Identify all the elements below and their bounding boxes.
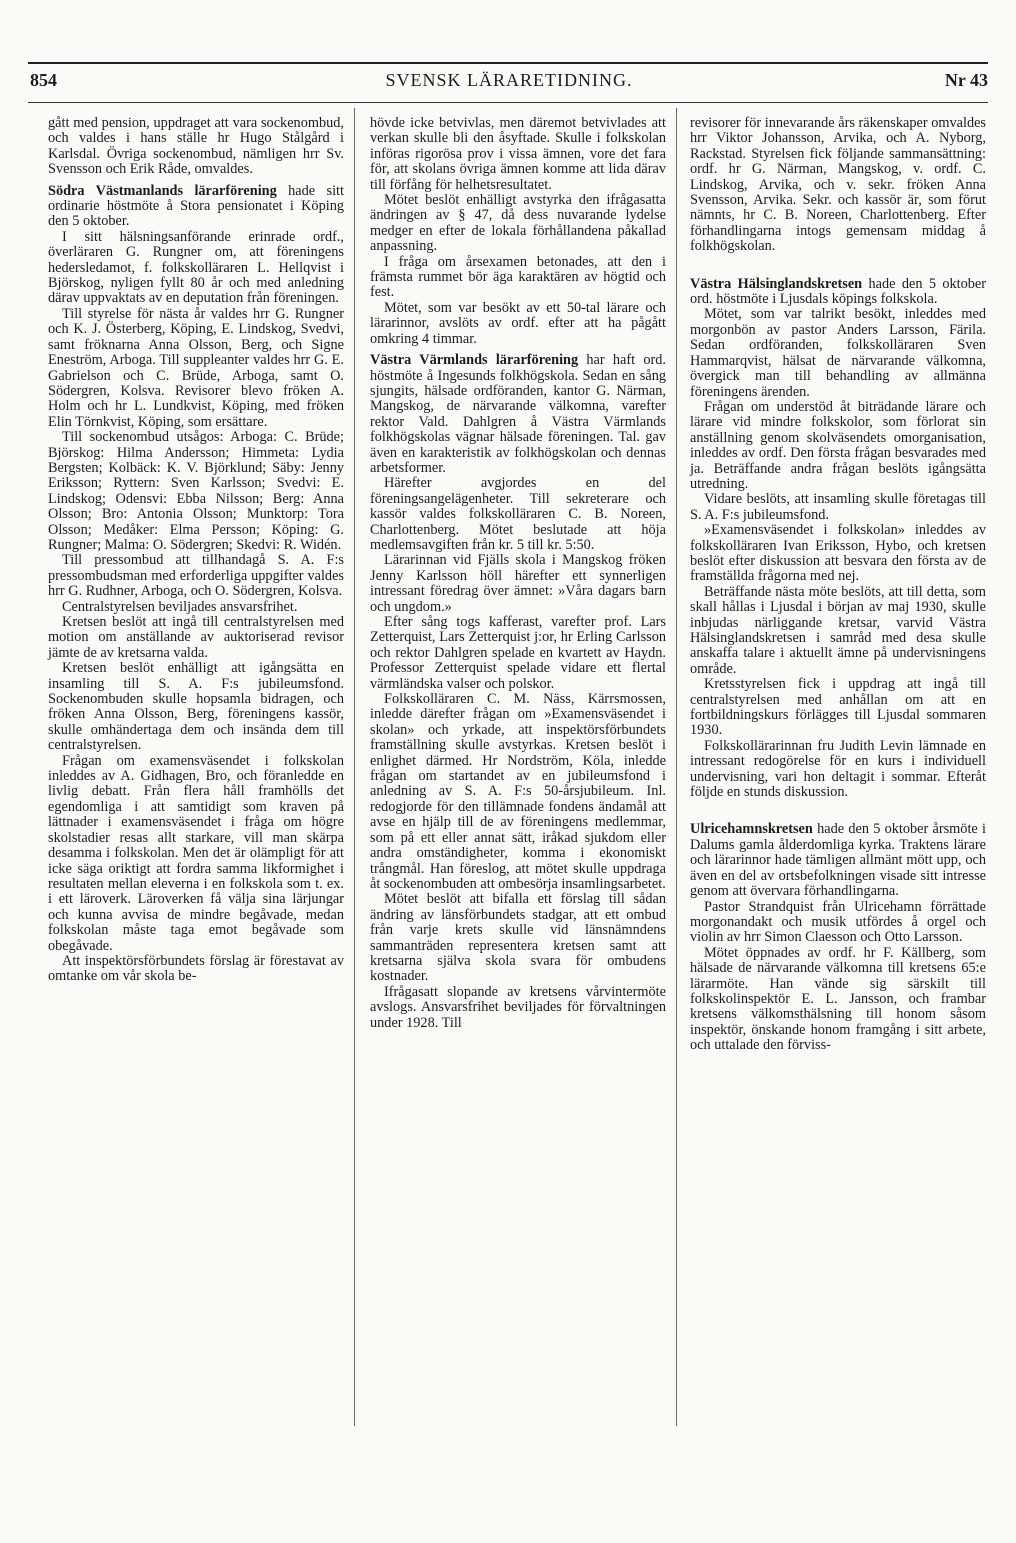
paragraph (690, 822, 986, 899)
paragraph-text: hade sitt ordinarie höstmöte å Stora pensionatet i Köping den 5 oktober. (48, 182, 344, 230)
paragraph (48, 307, 344, 430)
header-rule (28, 102, 988, 103)
paragraph (690, 307, 986, 399)
paragraph (48, 615, 344, 661)
paragraph-text: Kretsen beslöt enhälligt att igångsätta en insamling till S. A. F:s jubileumsfond. Sockenombuden skulle hopsamla bidragen, och fröken Anna Olsson, Berg, föreningens kassör, skulle omhändertaga dem och insända dem till centralstyrelsen. (48, 660, 344, 754)
paragraph-text: Mötet, som var talrikt besökt, inleddes med morgonbön av pastor Anders Larsson, Färila. Sedan ordföranden, folkskolläraren Sven Hammarqvist, hälsat de närvarande välkomna, övergick man till behandling av allmänna föreningens ärenden. (690, 306, 986, 400)
paragraph (370, 116, 666, 193)
column-3 (690, 116, 986, 1054)
paragraph (370, 476, 666, 553)
paragraph (370, 553, 666, 615)
paragraph-text: revisorer för innevarande års räkenskaper omvaldes hrr Viktor Johansson, Arvika, och A. Nyborg, Rackstad. Styrelsen fick följande sammansättning: ordf. hr G. Närman, Mangskog, v. ordf. C. Lindskog, Arvika, och v. sekr. fröken Anna Svensson, Arvika. Sekr. och kassör är, som förut nämnts, hr C. B. Noreen, Charlottenberg. Efter förhandlingarna intogs gemensam middag å folkhögskolan. (690, 115, 986, 255)
paragraph (370, 353, 666, 476)
paragraph-text: Frågan om understöd åt biträdande lärare och lärare vid mindre folkskolor, som förlorat sin anställning genom skolväsendets omorganisation, inleddes av ordf. Den första frågan besvarades med ja. Beträffande andra frågan beslöts igångsätta utredning. (690, 398, 986, 492)
paragraph (690, 739, 986, 801)
paragraph (48, 184, 344, 230)
paragraph-text: Att inspektörsförbundets förslag är förestavat av omtanke om vår skola be- (48, 952, 344, 985)
paragraph-text: hade den 5 oktober årsmöte i Dalums gamla ålderdomliga kyrka. Traktens lärare och lärarinnor hade tämligen allmänt mött upp, och även en del av ortsbefolkningen visade sitt intresse genom att övervara förhandlingarna. (690, 821, 986, 900)
paragraph-text: Frågan om examensväsendet i folkskolan inleddes av A. Gidhagen, Bro, och föranledde en livlig debatt. Från flera håll framhölls det egendomliga i att samtidigt som kraven på lättnader i examensväsendet i fråga om högre skolstadier resas allt starkare, vill man skärpa desamma i folkskolan. Men det är olämpligt för att icke säga oriktigt att fordra samma likformighet i resultaten mellan eleverna i en folkskola som t. ex. i ett läroverk. Läroverken få välja sina lärjungar och kunna avvisa de mindre begåvade, medan folkskolan måste taga emot begåvade som obegåvade. (48, 752, 344, 954)
paragraph (370, 193, 666, 255)
paragraph-text: Efter sång togs kafferast, varefter prof. Lars Zetterquist, Lars Zetterquist j:or, hr Erling Carlsson och rektor Dahlgren spelade en kvartett av Haydn. Professor Zetterquist spelade vidare ett flertal värmländska valser och polskor. (370, 614, 666, 692)
paragraph (48, 661, 344, 753)
section-heading: Södra Västmanlands lärarförening (48, 182, 277, 199)
paragraph (48, 754, 344, 954)
paragraph-text: hade den 5 oktober ord. höstmöte i Ljusdals köpings folkskola. (690, 275, 986, 308)
paragraph-text: Till sockenombud utsågos: Arboga: C. Brüde; Björskog: Hilma Andersson; Himmeta: Lydia Bergsten; Kolbäck: K. V. Björklund; Säby: Jenny Eriksson; Ryttern: Sven Karlsson; Svedvi: E. Lindskog; Odensvi: Ebba Nilsson; Berg: Anna Olsson; Bro: Antonia Olsson; Munktorp: Tora Olsson; Medåker: Elma Persson; Köping: G. Rungner; Malma: O. Södergren; Skedvi: R. Widén. (48, 429, 344, 553)
paragraph (370, 985, 666, 1031)
paragraph-text: Centralstyrelsen beviljades ansvarsfrihet. (62, 598, 298, 615)
paragraph (690, 277, 986, 308)
paragraph-text: Ifrågasatt slopande av kretsens vårvintermöte avslogs. Ansvarsfrihet beviljades för förvaltningen under 1928. Till (370, 983, 666, 1031)
paragraph (48, 430, 344, 553)
paragraph-text: Härefter avgjordes en del föreningsangelägenheter. Till sekreterare och kassör valdes folkskolläraren C. B. Noreen, Charlottenberg. Mötet beslutade att höja medlemsavgiften från kr. 5 till kr. 5:50. (370, 475, 666, 553)
paragraph (690, 492, 986, 523)
paragraph (48, 230, 344, 307)
journal-title: SVENSK LÄRARETIDNING. (385, 70, 633, 90)
column-1 (48, 116, 344, 985)
paragraph (690, 585, 986, 677)
paragraph (48, 116, 344, 178)
paragraph-text: Mötet öppnades av ordf. hr F. Källberg, som hälsade de närvarande välkomna till kretsens 65:e lärarmöte. Han vände sig särskilt till folkskolinspektör E. L. Jansson, och frambar kretsens välkomsthälsning till honom såsom inspektör, önskande honom framgång i sitt arbete, och uttalade den förviss- (690, 944, 986, 1054)
paragraph-text: I fråga om årsexamen betonades, att den i främsta rummet bör äga karaktären av högtid och fest. (370, 253, 666, 301)
column-divider (354, 108, 355, 1426)
paragraph-text: hövde icke betvivlas, men däremot betvivlades att verkan skulle bli den åsyftade. Skulle i folkskolan införas rigorösa prov i vissa ämnen, vore det fara för, att skolans övriga ämnen komme att lida därav till förfång för helhetsresultatet. (370, 115, 666, 193)
paragraph (48, 954, 344, 985)
paragraph-text: »Examensväsendet i folkskolan» inleddes av folkskolläraren Ivan Eriksson, Hybo, och kretsen beslöt efter diskussion att besvara den första av de framställda frågorna med nej. (690, 522, 986, 585)
paragraph-text: I sitt hälsningsanförande erinrade ordf., överläraren G. Rungner om, att föreningens hedersledamot, f. folkskolläraren L. Hellqvist i Björskog, nyligen fyllt 80 år och med anledning därav uppvaktats av en deputation från föreningen. (48, 228, 344, 307)
paragraph-text: har haft ord. höstmöte å Ingesunds folkhögskola. Sedan en sång sjungits, hälsade ordföranden, kantor G. Närman, Mangskog, de närvarande välkomna, varefter rektor Vald. Dahlgren å Västra Värmlands folkhögskolas vägnar hälsade föreningen. Tal. gav även en karakteristik av folkhögskolan och dennas arbetsformer. (370, 352, 666, 476)
section-heading: Västra Värmlands lärarförening (370, 352, 579, 369)
column-divider (676, 108, 677, 1426)
paragraph (690, 400, 986, 492)
paragraph (370, 892, 666, 984)
paragraph (370, 615, 666, 692)
paragraph-text: Kretsstyrelsen fick i uppdrag att ingå till centralstyrelsen med anhållan om att en fortbildningskurs förlägges till Ljusdal sommaren 1930. (690, 676, 986, 739)
paragraph (370, 301, 666, 347)
paragraph-text: Vidare beslöts, att insamling skulle företagas till S. A. F:s jubileumsfond. (690, 491, 986, 523)
paragraph-text: Till styrelse för nästa år valdes hrr G. Rungner och K. J. Österberg, Köping, E. Lindskog, Svedvi, samt fröknarna Anna Olsson, Berg, och Signe Eneström, Arboga. Till suppleanter valdes hrr G. E. Gabrielson och C. Brüde, Arboga, samt O. Södergren, Kolsva. Revisorer blevo fröken A. Holm och hr L. Lundkvist, Köping, med fröken Elin Törnkvist, Köping, som ersättare. (48, 305, 344, 430)
paragraph (370, 692, 666, 892)
paragraph-text: Till pressombud att tillhandagå S. A. F:s pressombudsman med erforderliga uppgifter valdes hrr G. Rudhner, Arboga, och O. Södergren, Kolsva. (48, 552, 344, 600)
top-rule (28, 62, 988, 64)
paragraph-text: Folkskollärarinnan fru Judith Levin lämnade en intressant redogörelse för en kurs i individuell undervisning, vari hon deltagit i sommar. Efteråt följde en stunds diskussion. (690, 737, 986, 801)
paragraph (690, 900, 986, 946)
page-header (30, 70, 988, 94)
paragraph-text: Folkskolläraren C. M. Näss, Kärrsmossen, inledde därefter frågan om »Examensväsendet i skolan» och yrkade, att inspektörsförbundets framställning skulle avstyrkas. Kretsen beslöt i enlighet därmed. Hr Nordström, Köla, inledde frågan om startandet av en jubileumsfond i anledning av S. A. F:s 50-årsjubileum. Inl. redogjorde för den tillämnade fondens ändamål att avse en hjälp till de av föreningens medlemmar, som på ett eller annat sätt, iråkad sjukdom eller andra omständigheter, komma i ekonomiskt trångmål. Han föreslog, att mötet skulle uppdraga åt sockenombuden att ombesörja insamlingsarbetet. (370, 691, 666, 892)
column-2 (370, 116, 666, 1031)
paragraph (690, 677, 986, 739)
paragraph (48, 553, 344, 599)
paragraph (690, 116, 986, 255)
paragraph-text: Mötet beslöt att bifalla ett förslag till sådan ändring av länsförbundets stadgar, att ett ombud från varje krets skulle vid länsnämndens sammanträden representera kretsen samt att kretsarna själva skola svara för ombudens kostnader. (370, 891, 666, 985)
section-heading: Ulricehamnskretsen (690, 821, 813, 838)
paragraph-text: gått med pension, uppdraget att vara sockenombud, och valdes i hans ställe hr Hugo Stålgård i Karlsdal. Övriga sockenombud, nämligen hrr Sv. Svensson och Erik Råde, omvaldes. (48, 115, 344, 178)
section-heading: Västra Hälsinglandskretsen (690, 275, 863, 292)
page-number: 854 (30, 70, 57, 90)
paragraph (370, 255, 666, 301)
paragraph (48, 600, 344, 615)
paragraph (690, 946, 986, 1054)
paragraph-text: Mötet, som var besökt av ett 50-tal lärare och lärarinnor, avslöts av ordf. efter att ha pågått omkring 4 timmar. (370, 299, 666, 347)
paragraph-text: Lärarinnan vid Fjälls skola i Mangskog fröken Jenny Karlsson höll härefter ett synnerligen intressant föredrag över ämnet: »Våra dagars barn och ungdom.» (370, 552, 666, 615)
paragraph (690, 523, 986, 585)
paragraph-text: Beträffande nästa möte beslöts, att till detta, som skall hållas i Ljusdal i början av maj 1930, skulle inbjudas närliggande kretsar, varvid Västra Hälsinglandskretsen i samråd med desa skulle anskaffa talare i aktuellt ämne på undervisningens område. (690, 583, 986, 677)
paragraph-text: Mötet beslöt enhälligt avstyrka den ifrågasatta ändringen av § 47, då dess nuvarande lydelse medger en efter de lokala förhållandena påkallad anpassning. (370, 192, 666, 255)
paragraph-text: Pastor Strandquist från Ulricehamn förrättade morgonandakt och musik utfördes å orgel och violin av hrr Simon Claesson och Otto Larsson. (690, 898, 986, 946)
issue-number: Nr 43 (944, 70, 988, 90)
paragraph-text: Kretsen beslöt att ingå till centralstyrelsen med motion om anställande av auktoriserad revisor jämte de av kretsarna valda. (48, 614, 344, 661)
